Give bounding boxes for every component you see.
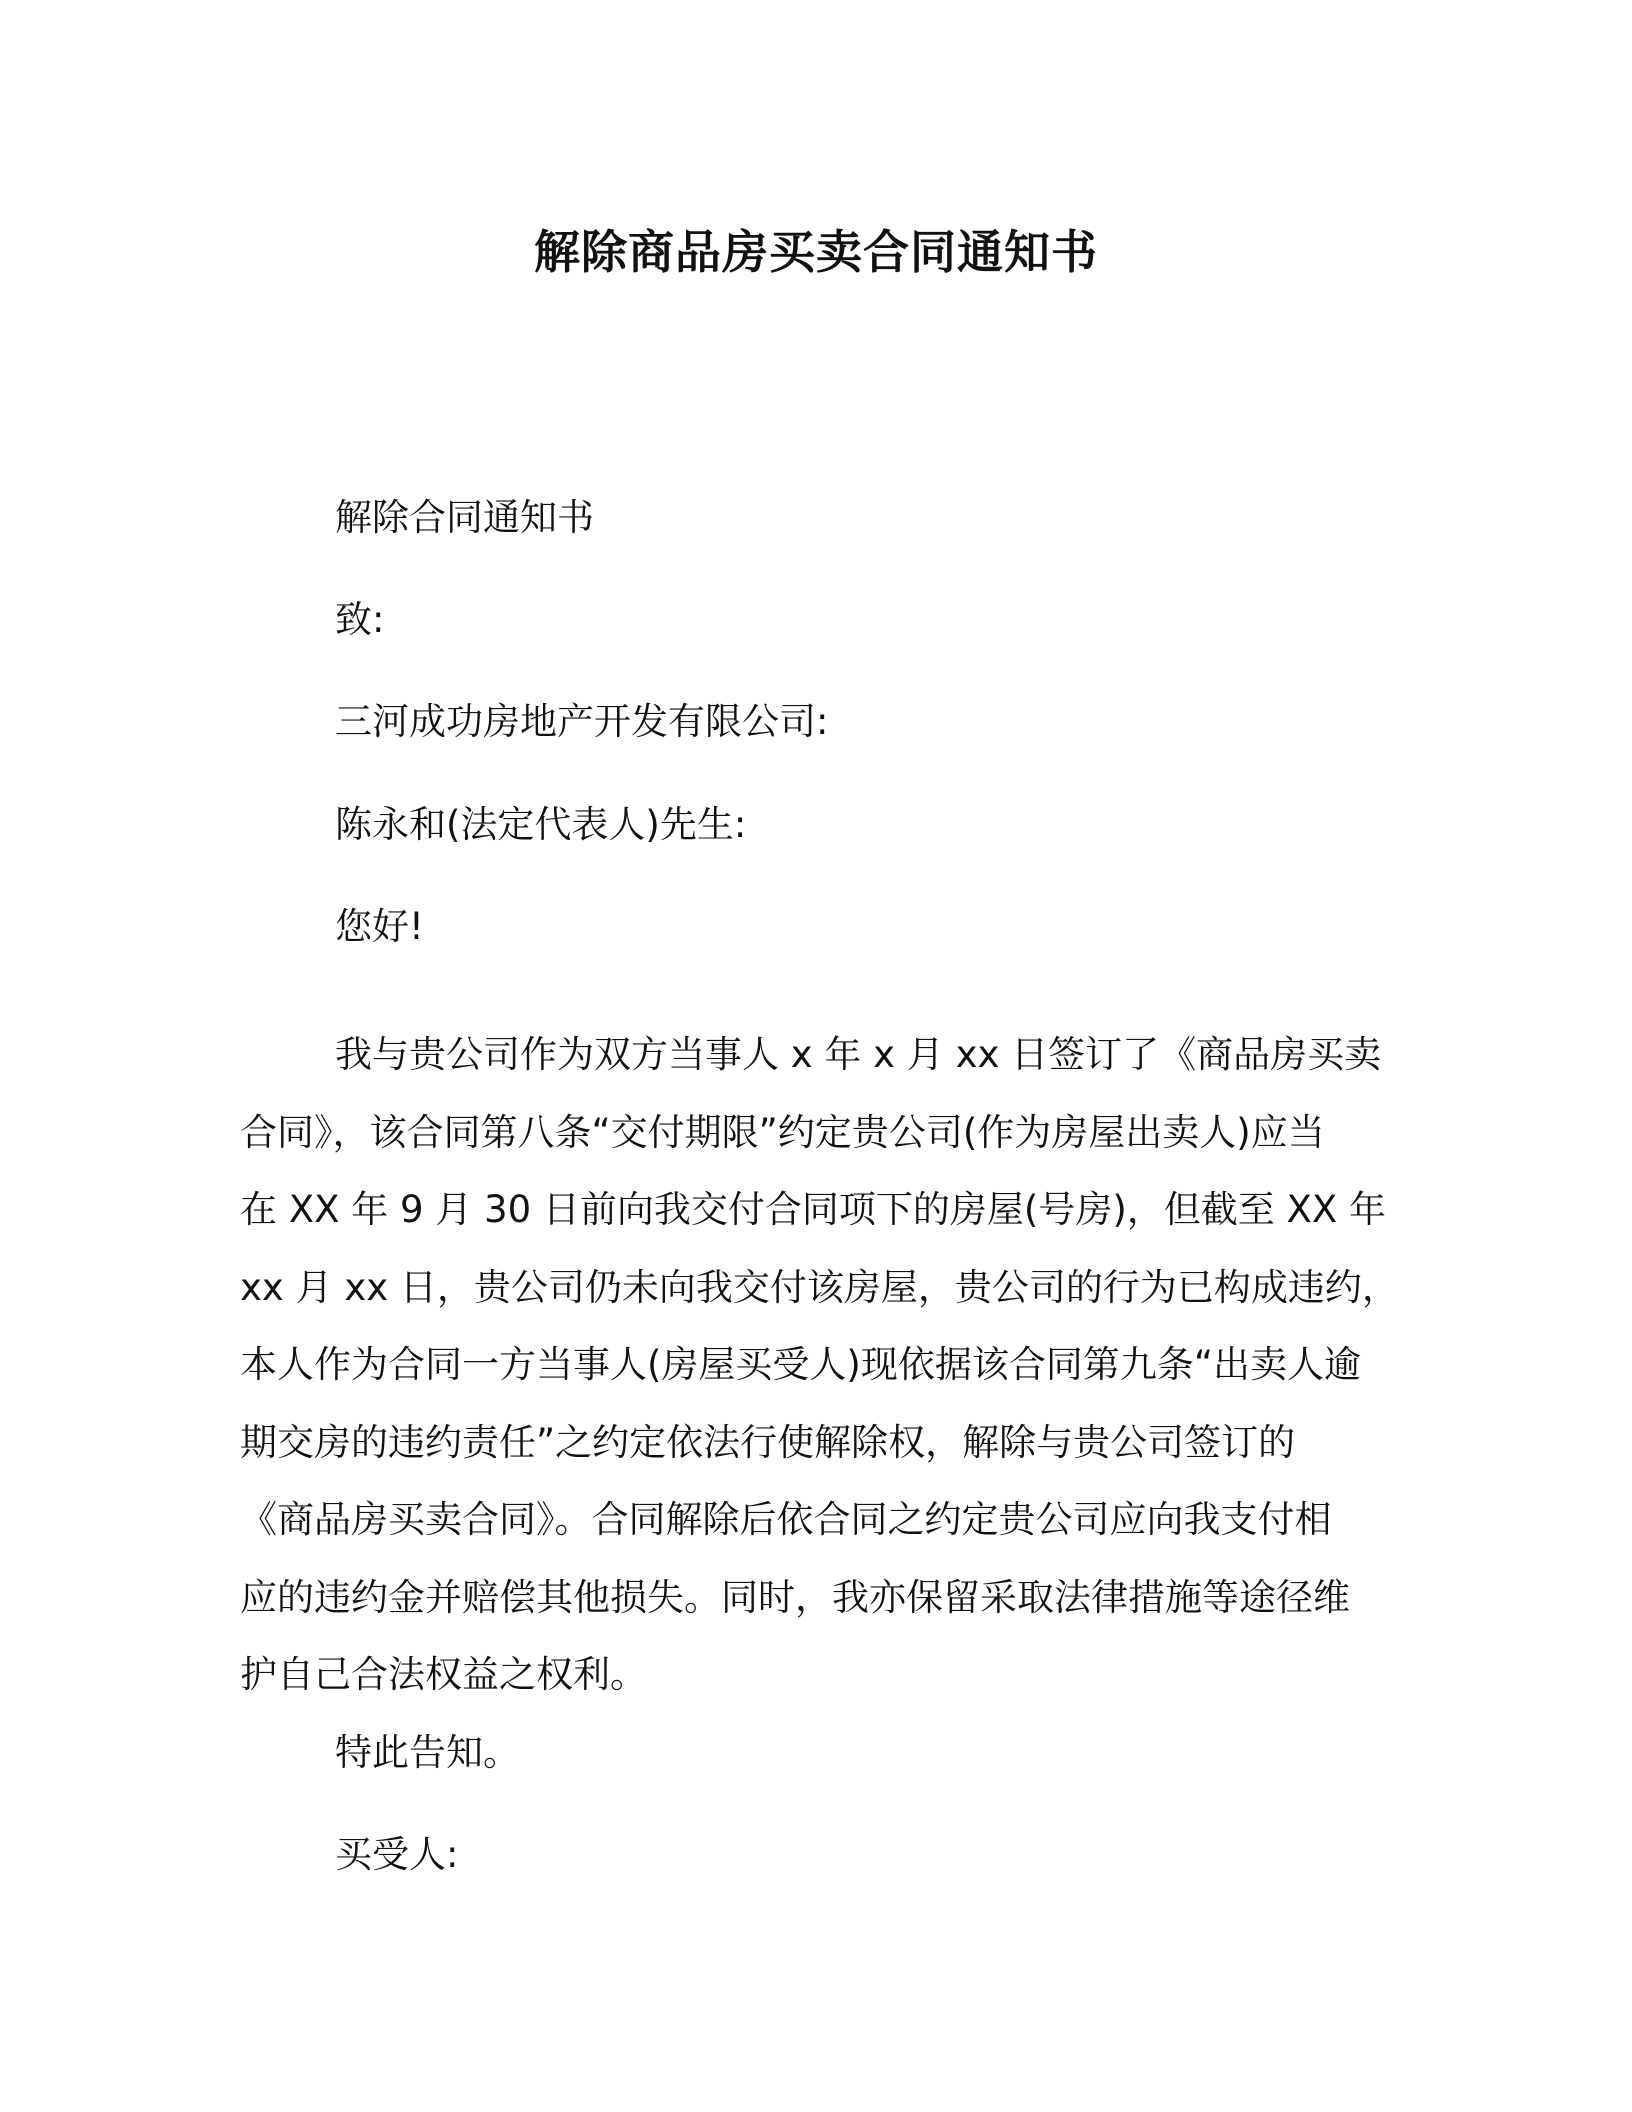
- closing-statement: 特此告知。: [335, 1731, 520, 1774]
- body-line: 合同》，该合同第八条“交付期限”约定贵公司(作为房屋出卖人)应当: [240, 1110, 1325, 1154]
- body-line: 《商品房买卖合同》。合同解除后依合同之约定贵公司应向我支付相: [240, 1498, 1332, 1541]
- document-title: 解除商品房买卖合同通知书: [534, 225, 1098, 279]
- body-line: 护自己合法权益之权利。: [240, 1653, 647, 1696]
- body-line: 我与贵公司作为双方当事人 x 年 x 月 xx 日签订了《商品房买卖: [335, 1033, 1382, 1076]
- recipient-person: 陈永和(法定代表人)先生:: [335, 803, 747, 846]
- recipient-company: 三河成功房地产开发有限公司:: [335, 700, 829, 743]
- body-line: 期交房的违约责任”之约定依法行使解除权，解除与贵公司签订的: [240, 1420, 1296, 1464]
- signatory-label: 买受人:: [335, 1833, 459, 1876]
- body-line: xx 月 xx 日，贵公司仍未向我交付该房屋，贵公司的行为已构成违约，: [240, 1265, 1399, 1309]
- body-line: 本人作为合同一方当事人(房屋买受人)现依据该合同第九条“出卖人逾: [240, 1343, 1362, 1386]
- body-line: 在 XX 年 9 月 30 日前向我交付合同项下的房屋(号房)，但截至 XX 年: [240, 1188, 1386, 1231]
- notice-subtitle: 解除合同通知书: [335, 496, 594, 539]
- body-line: 应的违约金并赔偿其他损失。同时，我亦保留采取法律措施等途径维: [240, 1575, 1350, 1619]
- salutation: 致:: [335, 598, 385, 641]
- greeting: 您好!: [335, 905, 424, 948]
- body-paragraph: [240, 1016, 1399, 1714]
